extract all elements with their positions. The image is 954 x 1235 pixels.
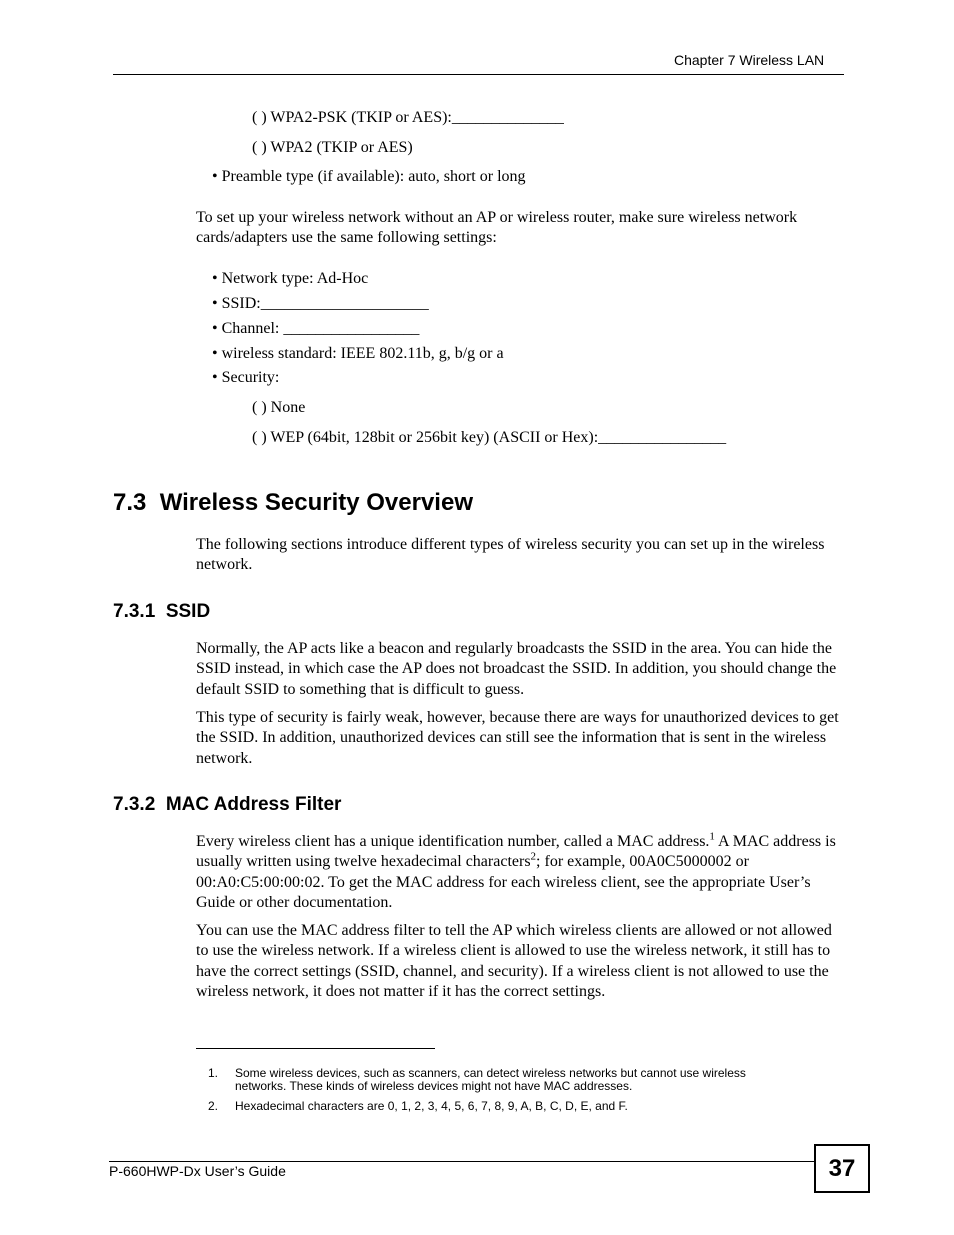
list-item-wpa2: ( ) WPA2 (TKIP or AES) [252,139,413,156]
footnote-rule [196,1048,435,1049]
footer-rule [109,1161,815,1162]
ssid-paragraph-2: This type of security is fairly weak, however, because there are ways for unauthorized devices to get the SSID. In addition, unauthorized devices can still see the information that is sent in the wireless network. [196,709,839,767]
footnote-1-text: Some wireless devices, such as scanners, can detect wireless networks but cannot use wireless networks. These kinds of wireless devices might not have MAC addresses. [235,1066,746,1093]
list-item-wpa2psk: ( ) WPA2-PSK (TKIP or AES):______________ [252,109,564,126]
adhoc-intro-paragraph: To set up your wireless network without an AP or wireless router, make sure wireless network cards/adapters use the same following settings: [196,209,798,247]
mac-paragraph-1 [196,832,841,913]
list-item-ssid: • SSID:_____________________ [212,295,429,312]
list-item-network-type: • Network type: Ad-Hoc [212,270,369,287]
footnote-1-number: 1. [208,1066,219,1080]
header-rule [113,74,844,75]
list-item-security-wep: ( ) WEP (64bit, 128bit or 256bit key) (ASCII or Hex):________________ [252,429,727,446]
footnote-2-number: 2. [208,1099,219,1113]
mac-p1-text-b: A MAC address is usually written using twelve hexadecimal characters [196,833,836,871]
list-item-preamble: • Preamble type (if available): auto, short or long [212,168,526,185]
section-heading-7-3-1: 7.3.1 SSID [113,601,211,622]
section-heading-7-3: 7.3 Wireless Security Overview [113,489,473,516]
mac-p1-text-a: Every wireless client has a unique identification number, called a MAC address. [196,833,710,850]
ssid-paragraph-1: Normally, the AP acts like a beacon and regularly broadcasts the SSID in the area. You can hide the SSID instead, in which case the AP does not broadcast the SSID. In addition, you should change the default SSID to something that is difficult to guess. [196,640,837,698]
footnote-ref-1: 1 [709,830,715,843]
list-item-security: • Security: [212,369,280,386]
mac-p1-text-c: ; for example, 00A0C5000002 or 00:A0:C5:00:00:02. To get the MAC address for each wireless client, see the appropriate User’s Guide or other documentation. [196,853,811,911]
section-heading-7-3-2: 7.3.2 MAC Address Filter [113,794,342,815]
footer-guide-title: P-660HWP-Dx User’s Guide [109,1163,286,1179]
footnote-ref-2: 2 [530,850,537,863]
page-number: 37 [814,1144,870,1193]
list-item-channel: • Channel: _________________ [212,320,420,337]
list-item-wireless-standard: • wireless standard: IEEE 802.11b, g, b/g or a [212,345,504,362]
section-7-3-intro: The following sections introduce different types of wireless security you can set up in the wireless network. [196,536,825,574]
list-item-security-none: ( ) None [252,399,306,416]
running-header: Chapter 7 Wireless LAN [674,52,825,68]
footnote-2-text: Hexadecimal characters are 0, 1, 2, 3, 4, 5, 6, 7, 8, 9, A, B, C, D, E, and F. [235,1099,628,1113]
mac-paragraph-2: You can use the MAC address filter to tell the AP which wireless clients are allowed or not allowed to use the wireless network. If a wireless client is allowed to use the wireless network, it still has to have the correct settings (SSID, channel, and security). If a wireless client is not allowed to use the wireless network, it does not matter if it has the correct settings. [196,922,832,1000]
